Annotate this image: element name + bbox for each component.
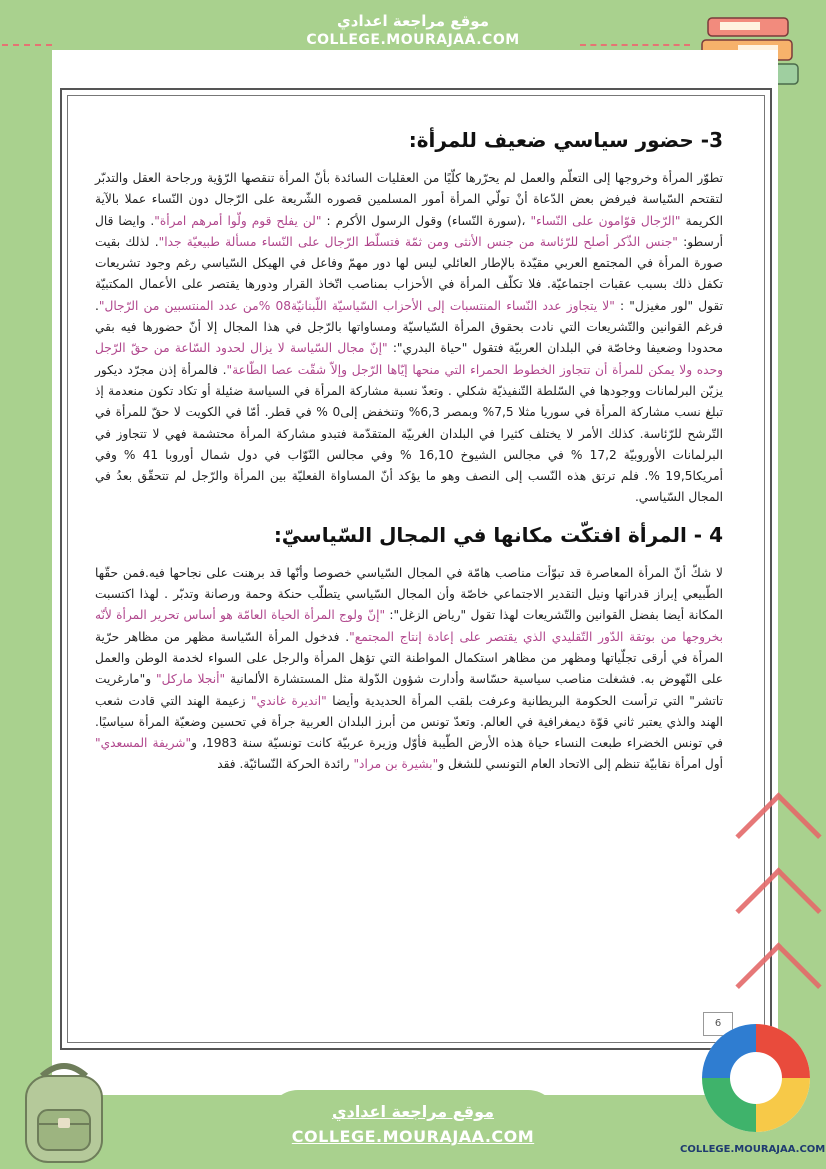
footer-site-url[interactable]: COLLEGE.MOURAJAA.COM: [291, 1127, 535, 1146]
section-3-title: 3- حضور سياسي ضعيف للمرأة:: [408, 128, 723, 152]
text-run: ،(سورة النّساء) وقول الرسول الأكرم :: [326, 213, 526, 228]
section-4-paragraph: [95, 563, 723, 776]
footer-tab: [268, 1090, 558, 1169]
highlighted-quote: "إنّ مجال السّياسة لا يزال لحدود السّاعة من حقّ الرّجل وحده ولا يمكن للمرأة أن تتجاوز الخطوط الحمراء التي منحها إيّاها الرّجل وإلاّ شقّت عصا الطّاعة": [95, 341, 723, 377]
highlighted-name: "شريفة المسعدي": [95, 736, 192, 751]
dashed-decoration: [580, 44, 690, 46]
dashed-decoration: [2, 44, 52, 46]
section-4-title: 4 - المرأة افتكّت مكانها في المجال السّياسيّ:: [273, 522, 723, 547]
text-run: . فدخول المرأة السّياسة مظهر من مظاهر حرّية المرأة في أرقى تجلّياتها ومظهر من مظاهر استكمال المواطنة التي تؤهل المرأة والرجل على السواء لخدمة الوطن والعمل على النّهوض به. فشغلت مناصب سياسية حسّاسة وأدارت شؤون الدّولة مثل المستشارة الألمانية: [95, 629, 724, 687]
document-content: [95, 128, 723, 790]
text-run: . فالمرأة إذن مجرّد ديكور يزيّن البرلمانات ووجودها في السّلطة التّنفيذيّة شكلي . وتعدّ نسبة مشاركة المرأة في السياسة ضئيلة أو تكاد تكون منعدمة إذ تبلغ نسب مشاركة المرأة في سوريا مثلا 7,5% وبمصر 6,3% وتنخفض إلى0 % في قطر. أمّا في الكويت لا حقّ للمرأة في التّرشح للرّئاسة. كذلك الأمر لا يختلف كثيرا في البلدان الغربيّة المتقدّمة فتبدو مشاركة المرأة محتشمة فهي لا تتجاوز في البرلمانات الأوروبيّة 17,2 % في مجالس الشيوخ 16,10 % وفي مجالس النّوّاب في دول شمال أوروبا 41 % وفي أمريكا19,5 %. فلم ترتق هذه النّسب إلى النصف وهو ما يؤكد أنّ المساواة الفعليّة بين المرأة والرّجل لم تتحقّق بعدُ في المجال السّياسي.: [95, 362, 723, 505]
highlighted-name: "انديرة غاندي": [251, 693, 327, 708]
section-3-paragraph: [95, 168, 723, 509]
text-run: زعيمة الهند التي قادت شعب الهند والذي يعتبر ثاني قوّة ديمغرافية في العالم. وتعدّ تونس من أبرز البلدان العربية جرأة في تحسين وضعيّة المرأة سياسيًا. في تونس الخضراء طبعت النساء حياة هذه الأرض الطّيبة فأوّل وزيرة عربيّة كانت تونسيّة سنة 1983، و: [95, 693, 723, 751]
text-run: . لذلك بقيت صورة المرأة في المجتمع العربي مقيّدة بالإطار العائلي ليس لها دور مهمّ وفاعل في الهيكل السّياسي رغم وجود تشريعات تكفل ذلك بسبب عقبات اجتماعيّة. فلا تكلّف المرأة في الأحزاب بمناصب اتّخاذ القرار ودورها يقتصر على الأعمال المكتبيّة تقول "لور مغيزل" :: [95, 234, 724, 313]
footer-site-arabic: موقع مراجعة اعدادي: [331, 1102, 495, 1121]
text-run: رائدة الحركة النّسائيّة. فقد: [217, 757, 350, 772]
header-site-arabic: موقع مراجعة اعدادي: [337, 12, 489, 30]
text-run: . فرغم القوانين والتّشريعات التي نادت بحقوق المرأة السّياسيّة ومساواتها بالرّجل في هذا المجال إلا أنّ حضورها فيه بقي محدودا وضعيفا وخاصّة في البلدان العربيّة فتقول "حياة البدري":: [95, 298, 723, 356]
header-site-url[interactable]: COLLEGE.MOURAJAA.COM: [306, 32, 520, 48]
text-run: لا شكّ أنّ المرأة المعاصرة قد تبوّأت مناصب هامّة في المجال السّياسي خصوصا وأنّها قد برهنت على نجاحها فيه.فمن حقّها الطّبيعي إبراز قدراتها ونيل التقدير الاجتماعي خاصّة وأن المجال السّياسي يتطلّب حنكة وحمة ورصانة وتدبّر . لهذا اكتسبت المكانة أيضا بفضل القوانين والتّشريعات لهذا تقول "رياض الزغل":: [95, 565, 723, 623]
school-circle-logo-icon: [700, 1022, 812, 1134]
highlighted-quote: "جنس الذّكر أصلح للرّئاسة من جنس الأنثى ومن ثمّة فتسلّط الرّجال على النّساء مسألة طبيعيّة جدا": [158, 234, 678, 249]
page-number: 6: [703, 1012, 733, 1036]
highlighted-quote: "لا يتجاوز عدد النّساء المنتسبات إلى الأحزاب السّياسيّة اللّبنانيّة08 %من عدد المنتسبين من الرّجال": [98, 298, 615, 313]
highlighted-quote: "إنّ ولوج المرأة الحياة العامّة هو أساس تحرير المرأة لأنّه بخروجها من بوتقة الدّور التّقليدي الذي يقتصر على إعادة إنتاج المجتمع": [95, 608, 724, 644]
backpack-icon: [12, 1058, 116, 1166]
text-run: . وايضا قال أرسطو:: [95, 213, 723, 249]
highlighted-name: "بشيرة بن مراد": [353, 757, 439, 772]
highlighted-quote: "الرّجال قوّامون على النّساء": [530, 213, 681, 228]
text-run: و"مارغريت تاتشر" التي ترأست الحكومة البريطانية وعرفت بلقب المرأة الحديدية وأيضا: [95, 672, 724, 708]
text-run: أول امرأة نقابيّة تنظم إلى الاتحاد العام التونسي للشغل و: [438, 757, 723, 772]
highlighted-name: "أنجلا ماركل": [155, 672, 226, 687]
highlighted-quote: "لن يفلح قوم ولّوا أمرهم امرأة": [154, 213, 322, 228]
logo-site-url: COLLEGE.MOURAJAA.COM: [680, 1144, 826, 1155]
text-run: تطوّر المرأة وخروجها إلى التعلّم والعمل لم يحرّرها كلّيًا من العقليات السائدة بأنّ المرأة تنقصها الرّؤية ورجاحة العقل والتدبّر لتقتحم السّياسة فيرفض بعض الدّعاة أنْ تولّي المرأة أمور المسلمين قصوره الشّريعة على الرّجال دون النّساء عملا بالآية الكريمة: [95, 171, 724, 228]
